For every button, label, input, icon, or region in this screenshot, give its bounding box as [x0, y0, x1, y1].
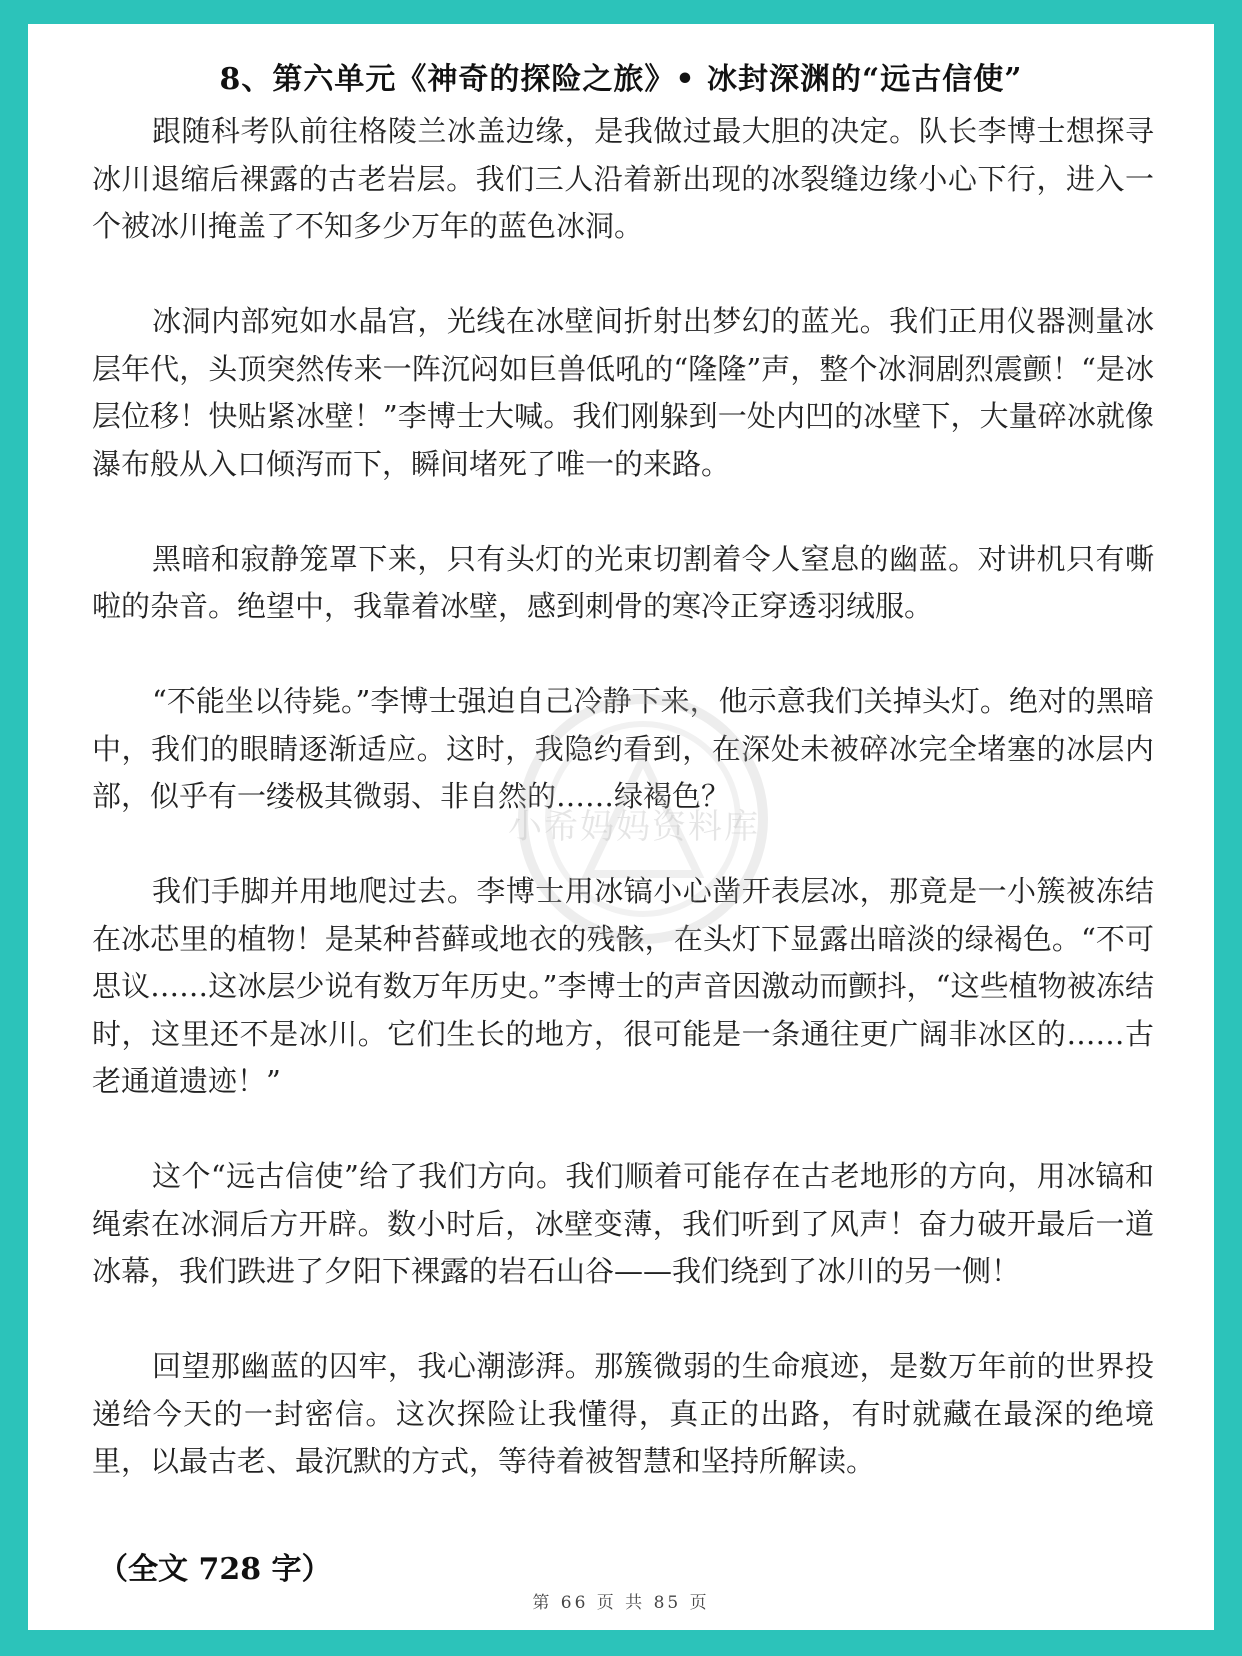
document-title: 8、第六单元《神奇的探险之旅》• 冰封深渊的“远古信使”	[219, 62, 1023, 97]
word-count: （全文 728 字）	[98, 1552, 332, 1587]
document-body	[92, 108, 1154, 1486]
page-number-footer: 第 66 页 共 85 页	[532, 1593, 710, 1613]
paragraph-6: 这个“远古信使”给了我们方向。我们顺着可能存在古老地形的方向，用冰镐和绳索在冰洞后方开辟。数小时后，冰壁变薄，我们听到了风声！奋力破开最后一道冰幕，我们跌进了夕阳下裸露的岩石山谷——我们绕到了冰川的另一侧！	[92, 1159, 1154, 1288]
paragraph-1: 跟随科考队前往格陵兰冰盖边缘，是我做过最大胆的决定。队长李博士想探寻冰川退缩后裸露的古老岩层。我们三人沿着新出现的冰裂缝边缘小心下行，进入一个被冰川掩盖了不知多少万年的蓝色冰洞。	[92, 114, 1154, 243]
document-page	[28, 24, 1214, 1630]
paragraph-3: 黑暗和寂静笼罩下来，只有头灯的光束切割着令人窒息的幽蓝。对讲机只有嘶啦的杂音。绝望中，我靠着冰壁，感到刺骨的寒冷正穿透羽绒服。	[92, 541, 1154, 623]
paragraph-7: 回望那幽蓝的囚牢，我心潮澎湃。那簇微弱的生命痕迹，是数万年前的世界投递给今天的一封密信。这次探险让我懂得，真正的出路，有时就藏在最深的绝境里，以最古老、最沉默的方式，等待着被智慧和坚持所解读。	[92, 1349, 1154, 1478]
watermark-text: 小希妈妈资料库	[508, 807, 760, 847]
paragraph-2: 冰洞内部宛如水晶宫，光线在冰壁间折射出梦幻的蓝光。我们正用仪器测量冰层年代，头顶突然传来一阵沉闷如巨兽低吼的“隆隆”声，整个冰洞剧烈震颤！“是冰层位移！快贴紧冰壁！”李博士大喊。我们刚躲到一处内凹的冰壁下，大量碎冰就像瀑布般从入口倾泻而下，瞬间堵死了唯一的来路。	[92, 304, 1154, 481]
paragraph-4: “不能坐以待毙。”李博士强迫自己冷静下来，他示意我们关掉头灯。绝对的黑暗中，我们的眼睛逐渐适应。这时，我隐约看到，在深处未被碎冰完全堵塞的冰层内部，似乎有一缕极其微弱、非自然的……绿褐色？	[92, 684, 1154, 813]
paragraph-5: 我们手脚并用地爬过去。李博士用冰镐小心凿开表层冰，那竟是一小簇被冻结在冰芯里的植物！是某种苔藓或地衣的残骸，在头灯下显露出暗淡的绿褐色。“不可思议……这冰层少说有数万年历史。”李博士的声音因激动而颤抖，“这些植物被冻结时，这里还不是冰川。它们生长的地方，很可能是一条通往更广阔非冰区的……古老通道遗迹！”	[92, 874, 1154, 1098]
